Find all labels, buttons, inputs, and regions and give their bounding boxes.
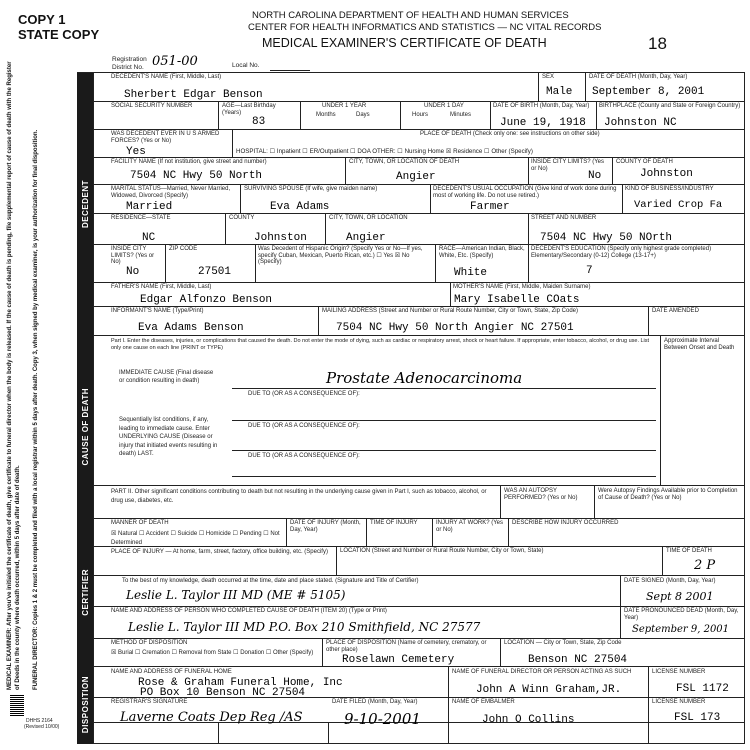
center-name: CENTER FOR HEALTH INFORMATICS AND STATISTICS — NC VITAL RECORDS xyxy=(248,22,602,33)
informant-label: INFORMANT'S NAME (Type/Print) xyxy=(111,308,204,314)
age-value: 83 xyxy=(252,116,266,128)
under-1-day-label: UNDER 1 DAY xyxy=(424,103,464,109)
residence-county: Johnston xyxy=(254,232,307,244)
race-label: RACE—American Indian, Black, White, Etc. (Specify) xyxy=(439,246,525,259)
funeral-director-note: FUNERAL DIRECTOR: Copies 1 & 2 must be completed and filed with a local registrar within 5 days after death. Copy 3, when signed by medical examiner, is your authorization for final disposition. xyxy=(33,129,39,690)
hours-label: Hours xyxy=(412,112,429,118)
occupation-value: Farmer xyxy=(470,201,510,213)
marital-label: MARITAL STATUS—Married, Never Married, Widowed, Divorced (Specify) xyxy=(111,186,231,199)
residence-state: NC xyxy=(142,232,156,244)
decedent-name: Sherbert Edgar Benson xyxy=(124,89,263,101)
due-to-d-label: DUE TO (OR AS A CONSEQUENCE OF): xyxy=(248,453,360,459)
license-number-1: FSL 1172 xyxy=(676,683,729,695)
name-label: DECEDENT'S NAME (First, Middle, Last) xyxy=(111,74,222,80)
age-label: AGE—Last Birthday (Years) xyxy=(222,103,276,116)
time-of-death-label: TIME OF DEATH xyxy=(666,548,712,554)
place-of-death-label: PLACE OF DEATH (Check only one: see instructions on other side) xyxy=(420,131,600,137)
place-injury-label: PLACE OF INJURY — At home, farm, street, factory, office building, etc. (Specify) xyxy=(111,549,328,555)
dob-label: DATE OF BIRTH (Month, Day, Year) xyxy=(493,103,590,109)
section-decedent: DECEDENT xyxy=(77,73,94,335)
county-of-death-label: COUNTY OF DEATH xyxy=(616,159,673,165)
armed-forces-value: Yes xyxy=(126,146,146,158)
business-value: Varied Crop Fa xyxy=(634,199,723,211)
armed-forces-label: WAS DECEDENT EVER IN U S ARMED FORCES? (Yes or No) xyxy=(111,131,220,144)
spouse-label: SURVIVING SPOUSE (If wife, give maiden name) xyxy=(244,186,378,192)
hospital-options: HOSPITAL: ☐ Inpatient ☐ ER/Outpatient ☐ DOA OTHER: ☐ Nursing Home ☒ Residence ☐ Other (Specify) xyxy=(236,148,533,155)
license-label-2: LICENSE NUMBER xyxy=(652,699,706,705)
disposition-location: Benson NC 27504 xyxy=(528,654,628,666)
method-options: ☒ Burial ☐ Cremation ☐ Removal from State ☐ Donation ☐ Other (Specify) xyxy=(111,650,314,656)
form-title: MEDICAL EXAMINER'S CERTIFICATE OF DEATH xyxy=(262,36,547,50)
sex-value: Male xyxy=(546,86,573,98)
education-value: 7 xyxy=(586,265,593,277)
residence-city-label: CITY, TOWN, OR LOCATION xyxy=(329,215,408,221)
cause-a: Prostate Adenocarcinoma xyxy=(326,369,523,387)
street-value: 7504 NC Hwy 50 NOrth xyxy=(540,232,673,244)
date-amended-label: DATE AMENDED xyxy=(652,308,699,314)
sex-label: SEX xyxy=(542,74,555,80)
side-instructions xyxy=(6,60,56,690)
hispanic-label: Was Decedent of Hispanic Origin? (Specify Yes or No—If yes, specify Cuban, Mexican, Puerto Rican, etc.) ☐ Yes ☒ No (Specify) xyxy=(258,246,423,265)
barcode xyxy=(10,694,24,716)
race-value: White xyxy=(454,267,488,279)
zip-label: ZIP CODE xyxy=(169,246,198,252)
sequential-label: Sequentially list conditions, if any, leading to immediate cause. Enter UNDERLYING CAUSE (Disease or injury that initiated events resulting in death) LAST. xyxy=(119,417,218,457)
funeral-home-address: PO Box 10 Benson NC 27504 xyxy=(140,687,306,699)
time-injury-label: TIME OF INJURY xyxy=(370,520,418,526)
section-certifier: CERTIFIER xyxy=(77,518,94,666)
birthplace-value: Johnston NC xyxy=(604,117,677,129)
county-of-death: Johnston xyxy=(640,168,693,180)
interval-label: Approximate Interval Between Onset and Death xyxy=(664,338,735,351)
residence-inside-label: INSIDE CITY LIMITS? (Yes or No) xyxy=(111,246,155,265)
months-label: Months xyxy=(316,112,336,118)
date-injury-label: DATE OF INJURY (Month, Day, Year) xyxy=(290,520,361,533)
date-of-birth: June 19, 1918 xyxy=(500,117,586,129)
place-disposition-label: PLACE OF DISPOSITION (Name of cemetery, crematory, or other place) xyxy=(326,640,487,653)
certifier-signature: Leslie L. Taylor III MD (ME # 5105) xyxy=(126,588,346,602)
pronounced-label: DATE PRONOUNCED DEAD (Month, Day, Year) xyxy=(624,608,739,621)
form-number: DHHS 2164 xyxy=(26,718,53,724)
funeral-director-name: John A Winn Graham,JR. xyxy=(476,684,622,696)
business-label: KIND OF BUSINESS/INDUSTRY xyxy=(625,186,714,192)
mother-value: Mary Isabelle COats xyxy=(454,294,580,306)
funeral-home-name: Rose & Graham Funeral Home, Inc xyxy=(138,677,343,689)
zip-value: 27501 xyxy=(198,266,232,278)
father-label: FATHER'S NAME (First, Middle, Last) xyxy=(111,284,212,290)
mother-label: MOTHER'S NAME (First, Middle, Maiden Surname) xyxy=(453,284,591,290)
mailing-label: MAILING ADDRESS (Street and Number or Rural Route Number, City or Town, State, Zip Code) xyxy=(322,308,578,314)
certifier-name-label: NAME AND ADDRESS OF PERSON WHO COMPLETED CAUSE OF DEATH (ITEM 20) (Type or Print) xyxy=(111,608,387,614)
copy-label: COPY 1 xyxy=(18,12,66,27)
date-of-death: September 8, 2001 xyxy=(592,86,705,98)
date-filed: 9-10-2001 xyxy=(344,710,421,728)
occupation-label: DECEDENT'S USUAL OCCUPATION (Give kind of work done during most of working life. Do not use retired.) xyxy=(433,186,617,199)
education-label: DECEDENT'S EDUCATION (Specify only highest grade completed) Elementary/Secondary (0-12) College (13-17+) xyxy=(531,246,712,259)
time-of-death: 2 P xyxy=(694,558,716,573)
certificate-number: 18 xyxy=(648,34,667,53)
date-pronounced: September 9, 2001 xyxy=(632,624,730,635)
street-label: STREET AND NUMBER xyxy=(531,215,597,221)
describe-label: DESCRIBE HOW INJURY OCCURRED xyxy=(512,520,619,526)
form-revised: (Revised 10/00) xyxy=(24,724,60,730)
date-signed: Sept 8 2001 xyxy=(646,590,714,603)
date-of-death-label: DATE OF DEATH (Month, Day, Year) xyxy=(589,74,688,80)
residence-city: Angier xyxy=(346,232,386,244)
facility-value: 7504 NC Hwy 50 North xyxy=(130,170,263,182)
funeral-home-label: NAME AND ADDRESS OF FUNERAL HOME xyxy=(111,669,232,675)
birthplace-label: BIRTHPLACE (County and State or Foreign Country) xyxy=(599,103,741,109)
marital-value: Married xyxy=(126,201,173,213)
method-label: METHOD OF DISPOSITION xyxy=(111,640,188,646)
license-number-2: FSL 173 xyxy=(674,712,721,724)
department-name: NORTH CAROLINA DEPARTMENT OF HEALTH AND HUMAN SERVICES xyxy=(252,10,569,21)
part2-label: PART II. Other significant conditions contributing to death but not resulting in the underlying cause given in Part I, such as tobacco, alcohol, or drug use, diabetes, etc. xyxy=(111,489,487,504)
manner-label: MANNER OF DEATH xyxy=(111,520,169,526)
registrar-label: REGISTRAR'S SIGNATURE xyxy=(111,699,188,705)
minutes-label: Minutes xyxy=(450,112,472,118)
autopsy-label: WAS AN AUTOPSY PERFORMED? (Yes or No) xyxy=(504,488,578,501)
embalmer-label: NAME OF EMBALMER xyxy=(452,699,515,705)
informant-value: Eva Adams Benson xyxy=(138,322,244,334)
residence-county-label: COUNTY xyxy=(229,215,255,221)
disposition-location-label: LOCATION — City or Town, State, Zip Code xyxy=(504,640,622,646)
injury-work-label: INJURY AT WORK? (Yes or No) xyxy=(436,520,504,533)
registration-district-label: Registration District No. xyxy=(112,56,147,71)
local-number-label: Local No. xyxy=(232,62,260,69)
immediate-cause-label: IMMEDIATE CAUSE (Final disease or condition resulting in death) xyxy=(119,370,214,384)
state-copy-label: STATE COPY xyxy=(18,27,100,42)
manner-options: ☒ Natural ☐ Accident ☐ Suicide ☐ Homicide ☐ Pending ☐ Not Determined xyxy=(111,531,280,546)
registrar-signature: Laverne Coats Dep Reg /AS xyxy=(120,710,303,725)
findings-label: Were Autopsy Findings Available prior to Completion of Cause of Death? (Yes or No) xyxy=(598,488,738,501)
city-of-death: Angier xyxy=(396,171,436,183)
inside-city-label: INSIDE CITY LIMITS? (Yes or No) xyxy=(531,159,605,172)
part1-instructions: Part I. Enter the diseases, injuries, or complications that caused the death. Do not enter the mode of dying, such as cardiac or respiratory arrest, shock or heart failure. If appropriate, enter tobacco, alcohol, or drug use. List only one cause on each line (PRINT or TYPE) xyxy=(111,338,650,351)
place-disposition: Roselawn Cemetery xyxy=(342,654,455,666)
father-value: Edgar Alfonzo Benson xyxy=(140,294,273,306)
due-to-c-label: DUE TO (OR AS A CONSEQUENCE OF): xyxy=(248,423,360,429)
residence-inside-value: No xyxy=(126,266,140,278)
under-1-year-label: UNDER 1 YEAR xyxy=(322,103,367,109)
ssn-label: SOCIAL SECURITY NUMBER xyxy=(111,103,193,109)
embalmer-name: John O Collins xyxy=(482,714,575,726)
location-label: LOCATION (Street and Number or Rural Route Number, City or Town, State) xyxy=(340,548,544,554)
days-label: Days xyxy=(356,112,370,118)
license-label-1: LICENSE NUMBER xyxy=(652,669,706,675)
residence-state-label: RESIDENCE—STATE xyxy=(111,215,171,221)
date-signed-label: DATE SIGNED (Month, Day, Year) xyxy=(624,578,716,584)
section-cause: CAUSE OF DEATH xyxy=(77,335,94,518)
medical-examiner-note: MEDICAL EXAMINER: After you've initialed the certificate of death, give certificate to funeral director when the body is released. If the cause of death is pending, file supplemental report of cause of death with the Register of Deeds in the county where death occurred, within 5 days after date of death. xyxy=(7,61,21,690)
facility-label: FACILITY NAME (If not institution, give street and number) xyxy=(111,159,267,165)
section-disposition: DISPOSITION xyxy=(77,666,94,744)
spouse-value: Eva Adams xyxy=(270,201,330,213)
city-of-death-label: CITY, TOWN, OR LOCATION OF DEATH xyxy=(349,159,460,165)
due-to-b-label: DUE TO (OR AS A CONSEQUENCE OF): xyxy=(248,391,360,397)
funeral-director-label: NAME OF FUNERAL DIRECTOR OR PERSON ACTING AS SUCH xyxy=(452,669,632,675)
inside-city-value: No xyxy=(588,170,602,182)
certify-label: To the best of my knowledge, death occurred at the time, date and place stated. (Signature and Title of Certifier) xyxy=(122,578,419,584)
certifier-name: Leslie L. Taylor III MD P.O. Box 210 Smithfield, NC 27577 xyxy=(128,620,481,634)
registration-district-value: 051-00 xyxy=(152,54,198,69)
mailing-value: 7504 NC Hwy 50 North Angier NC 27501 xyxy=(336,322,574,334)
date-filed-label: DATE FILED (Month, Day, Year) xyxy=(332,699,418,705)
